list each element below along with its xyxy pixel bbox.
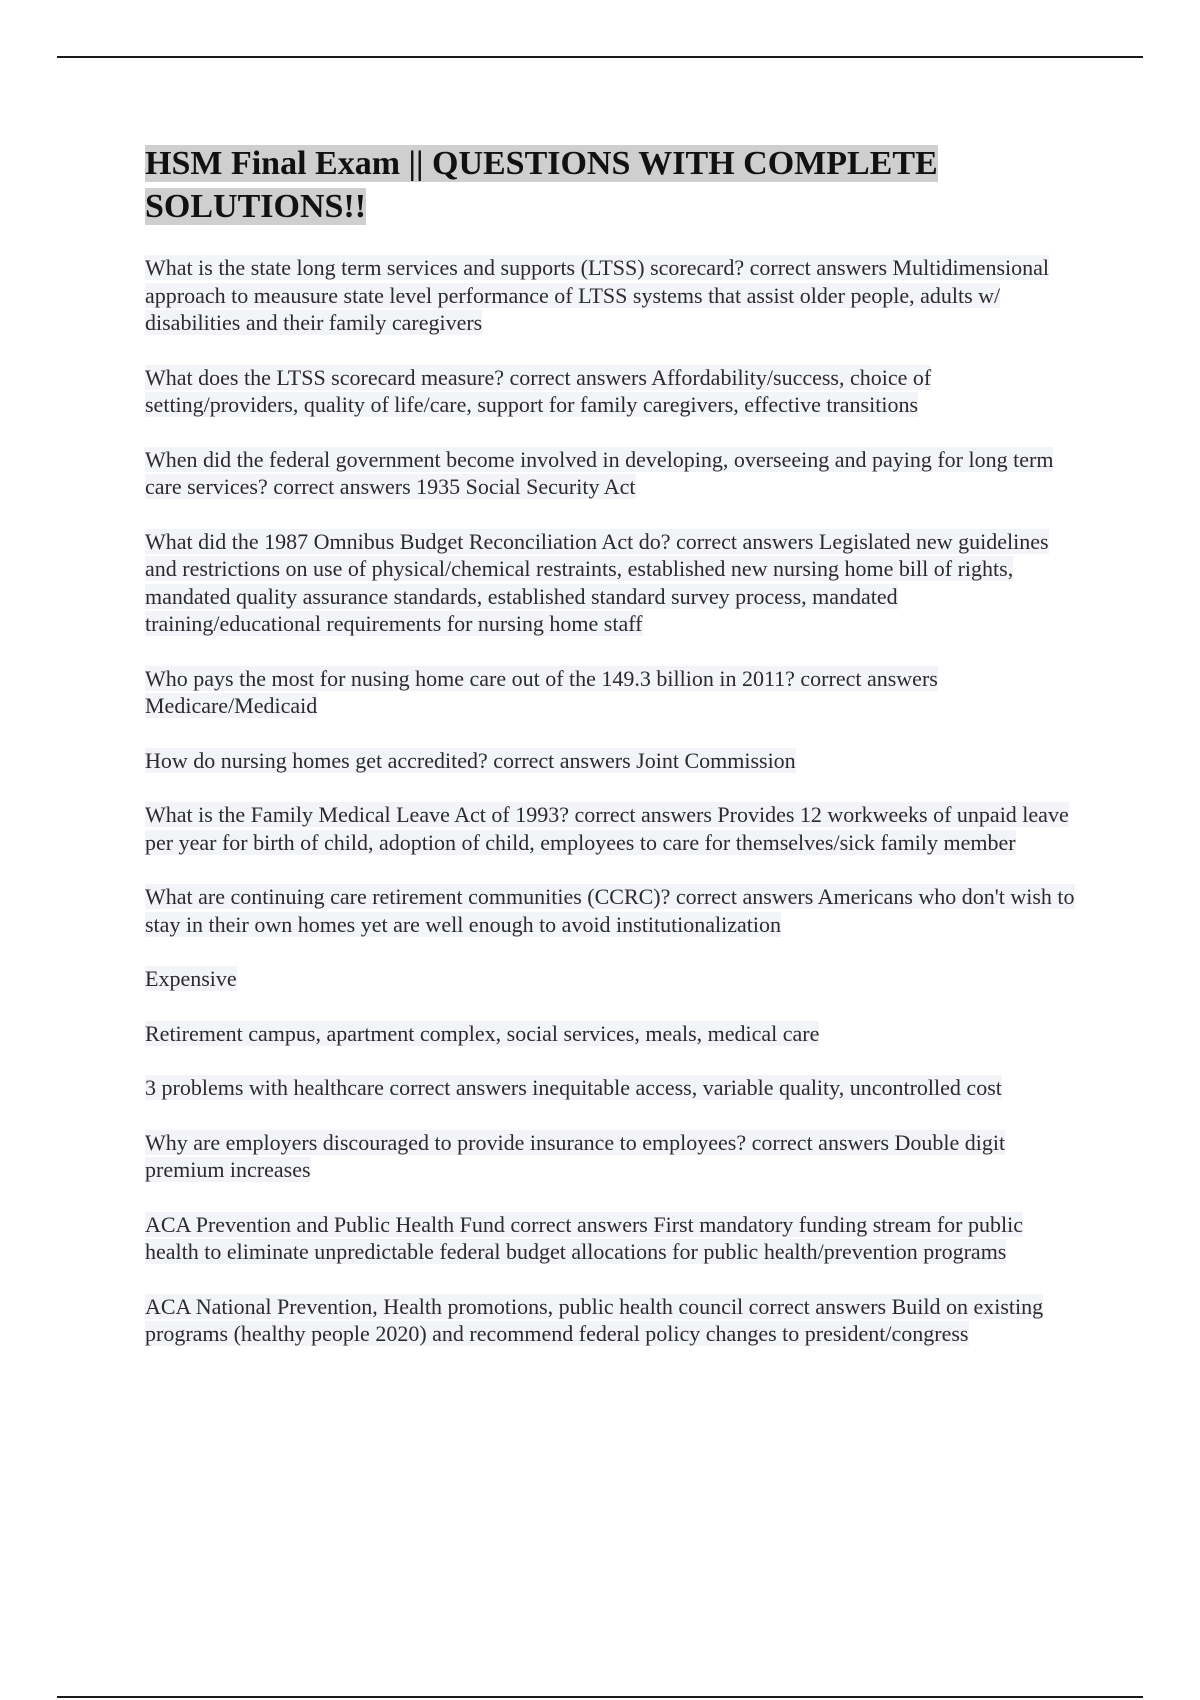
qa-entry: ACA Prevention and Public Health Fund correct answers First mandatory funding stream for public health to eliminate unpredictable federal budget allocations for public health/prevention programs	[145, 1211, 1023, 1264]
qa-entry: 3 problems with healthcare correct answers inequitable access, variable quality, uncontrolled cost	[145, 1075, 1002, 1100]
qa-entry: How do nursing homes get accredited? correct answers Joint Commission	[145, 747, 796, 773]
qa-entry: What is the Family Medical Leave Act of 1993? correct answers Provides 12 workweeks of unpaid leave per year for birth of child, adoption of child, employees to care for themselves/sick family member	[145, 802, 1069, 855]
footer-rule	[57, 1696, 1143, 1698]
document-title: HSM Final Exam || QUESTIONS WITH COMPLETE SOLUTIONS!!	[145, 145, 938, 225]
qa-entry: Why are employers discouraged to provide insurance to employees? correct answers Double digit premium increases	[145, 1129, 1006, 1182]
qa-entry: Retirement campus, apartment complex, social services, meals, medical care	[145, 1020, 820, 1046]
document-body	[145, 142, 1075, 1375]
qa-entry: ACA National Prevention, Health promotions, public health council correct answers Build on existing programs (healthy people 2020) and recommend federal policy changes to president/congress	[145, 1293, 1044, 1346]
qa-entry: Who pays the most for nusing home care out of the 149.3 billion in 2011? correct answers Medicare/Medicaid	[145, 665, 938, 718]
qa-entry: What did the 1987 Omnibus Budget Reconciliation Act do? correct answers Legislated new guidelines and restrictions on use of physical/chemical restraints, established new nursing home bill of rights, mandated quality assurance standards, established standard survey process, mandated training/educational requirements for nursing home staff	[145, 528, 1049, 636]
header-rule	[57, 56, 1143, 58]
qa-entry: Expensive	[145, 966, 237, 991]
qa-entry: When did the federal government become involved in developing, overseeing and paying for long term care services? correct answers 1935 Social Security Act	[145, 446, 1054, 499]
qa-entry: What are continuing care retirement communities (CCRC)? correct answers Americans who don't wish to stay in their own homes yet are well enough to avoid institutionalization	[145, 884, 1075, 937]
qa-entry: What is the state long term services and supports (LTSS) scorecard? correct answers Multidimensional approach to meausure state level performance of LTSS systems that assist older people, adults w/ disabilities and their family caregivers	[145, 255, 1049, 335]
qa-entry: What does the LTSS scorecard measure? correct answers Affordability/success, choice of setting/providers, quality of life/care, support for family caregivers, effective transitions	[145, 364, 932, 417]
